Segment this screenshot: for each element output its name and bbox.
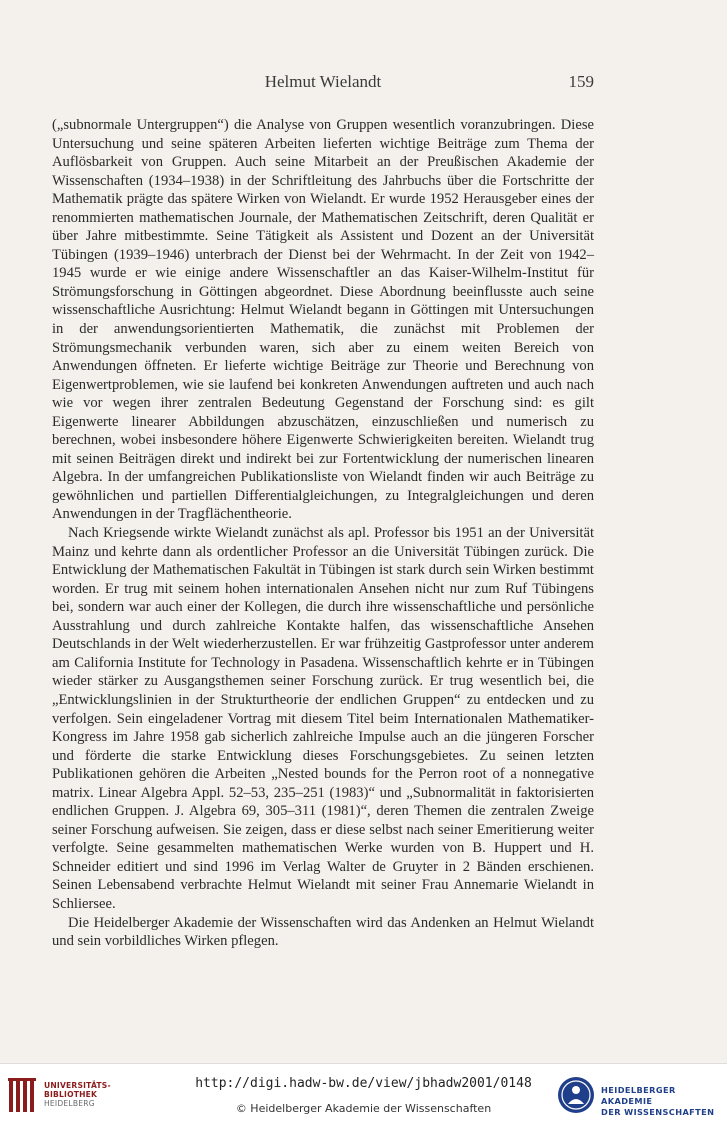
- paragraph-1: („subnormale Untergruppen“) die Analyse von Gruppen wesentlich voranzubringen. Diese Untersuchung und seine späteren Arbeiten lieferten wichtige Beiträge zum Thema der Auflösbarkeit von Gruppen. Auch seine Mitarbeit an der Preußischen Akademie der Wissenschaften (1934–1938) in der Schriftleitung des Jahrbuchs über die Fortschritte der Mathematik prägte das spätere Wirken von Wielandt. Er wurde 1952 Herausgeber eines der renommierten mathematischen Journale, der Mathematischen Zeitschrift, deren Qualität er über Jahre mitbestimmte. Seine Tätigkeit als Assistent und Dozent an der Universität Tübingen (1939–1946) unterbrach der Dienst bei der Wehrmacht. In der Zeit von 1942–1945 wurde er wie einige andere Wissenschaftler an das Kaiser-Wilhelm-Institut für Strömungsforschung in Göttingen abgeordnet. Diese Abordnung beeinflusste auch seine wissenschaftliche Ausrichtung: Helmut Wielandt begann in Göttingen mit Untersuchungen in der anwendungsorientierten Mathematik, die zunächst mit Problemen der Strömungsmechanik verbunden waren, sich aber zu einem weiten Bereich von Anwendungen öffneten. Er lieferte wichtige Beiträge zur Theorie und Berechnung von Eigenwertproblemen, wie sie laufend bei konkreten Anwendungen auftreten und auch nach wie vor wegen ihrer zentralen Bedeutung Gegenstand der Forschung sind: es gilt Eigenwerte linearer Abbildungen abzuschätzen, einzuschließen und numerisch zu berechnen, wobei insbesondere höhere Eigenwerte Schwierigkeiten bereiten. Wielandt trug mit seinen Beiträgen direkt und indirekt bei zur Fortentwicklung der numerischen linearen Algebra. In der umfangreichen Publikationsliste von Wielandt finden wir auch Beiträge zu gewöhnlichen und partiellen Differentialgleichungen, zu Integralgleichungen und deren Anwendungen in der Tragflächentheorie.: [52, 117, 594, 523]
- academy-logo[interactable]: [557, 1076, 717, 1118]
- academy-logo-line-1: HEIDELBERGER AKADEMIE: [601, 1085, 676, 1106]
- paragraph-2: Nach Kriegsende wirkte Wielandt zunächst als apl. Professor bis 1951 an der Universität Mainz und kehrte dann als ordentlicher Professor an die Universität Tübingen zurück. Die Entwicklung der Mathematischen Fakultät in Tübingen ist stark durch sein Wirken bestimmt worden. Er trug mit seinem hohen internationalen Ansehen nicht nur zum Ruf Tübingens bei, sondern war auch einer der Kollegen, die durch ihre wissenschaftliche und persönliche Ausstrahlung und durch zahlreiche Kontakte halfen, das wissenschaftliche Ansehen Deutschlands in der Welt wiederherzustellen. Er war frühzeitig Gastprofessor unter anderem am California Institute for Technology in Pasadena. Wissenschaftlich kehrte er in Tübingen wieder stärker zu Ausgangsthemen seiner Forschung zurück. Er trug wesentlich bei, die „Entwicklungslinien in der Strukturtheorie der endlichen Gruppen“ zu entdecken und zu verfolgen. Sein eingeladener Vortrag mit diesem Titel beim Internationalen Mathematiker-Kongress im Jahre 1958 gab sicherlich zahlreiche Impulse auch an die jüngeren Forscher und förderte die starke Entwicklung dieses Forschungsgebietes. Zu seinen letzten Publikationen gehören die Arbeiten „Nested bounds for the Perron root of a nonnegative matrix. Linear Algebra Appl. 52–53, 235–251 (1983)“ und „Subnormalität in faktorisierten endlichen Gruppen. J. Algebra 69, 305–311 (1981)“, deren Themen die zentralen Zweige seiner Forschung aufweisen. Sie zeigen, dass er diese selbst nach seiner Emeritierung weiter verfolgte. Seine gesammelten mathematischen Werke wurden von B. Huppert und H. Schneider editiert und sind 1996 im Verlag Walter de Gruyter in 2 Bänden erschienen. Seinen Lebensabend verbrachte Helmut Wielandt mit seiner Frau Annemarie Wielandt in Schliersee.: [52, 525, 594, 912]
- academy-seal-icon: [557, 1076, 595, 1114]
- page-number: 159: [568, 72, 594, 91]
- library-logo-line-1: UNIVERSITÄTS-: [44, 1081, 111, 1090]
- copyright-notice: © Heidelberger Akademie der Wissenschaften: [235, 1102, 492, 1115]
- library-logo-line-2: BIBLIOTHEK: [44, 1090, 98, 1100]
- running-head-title: Helmut Wielandt: [264, 72, 382, 91]
- permalink-url[interactable]: http://digi.hadw-bw.de/view/jbhadw2001/0148: [195, 1076, 532, 1091]
- academy-logo-text: [601, 1085, 717, 1118]
- academy-logo-line-2: DER WISSENSCHAFTEN: [601, 1107, 715, 1117]
- library-logo-line-3: HEIDELBERG: [44, 1099, 95, 1109]
- viewer-footer: [0, 1063, 727, 1126]
- body-text: [52, 116, 594, 951]
- running-head: [52, 72, 594, 96]
- paragraph-3: Die Heidelberger Akademie der Wissenschaften wird das Andenken an Helmut Wielandt und sein vorbildliches Wirken pflegen.: [52, 914, 594, 950]
